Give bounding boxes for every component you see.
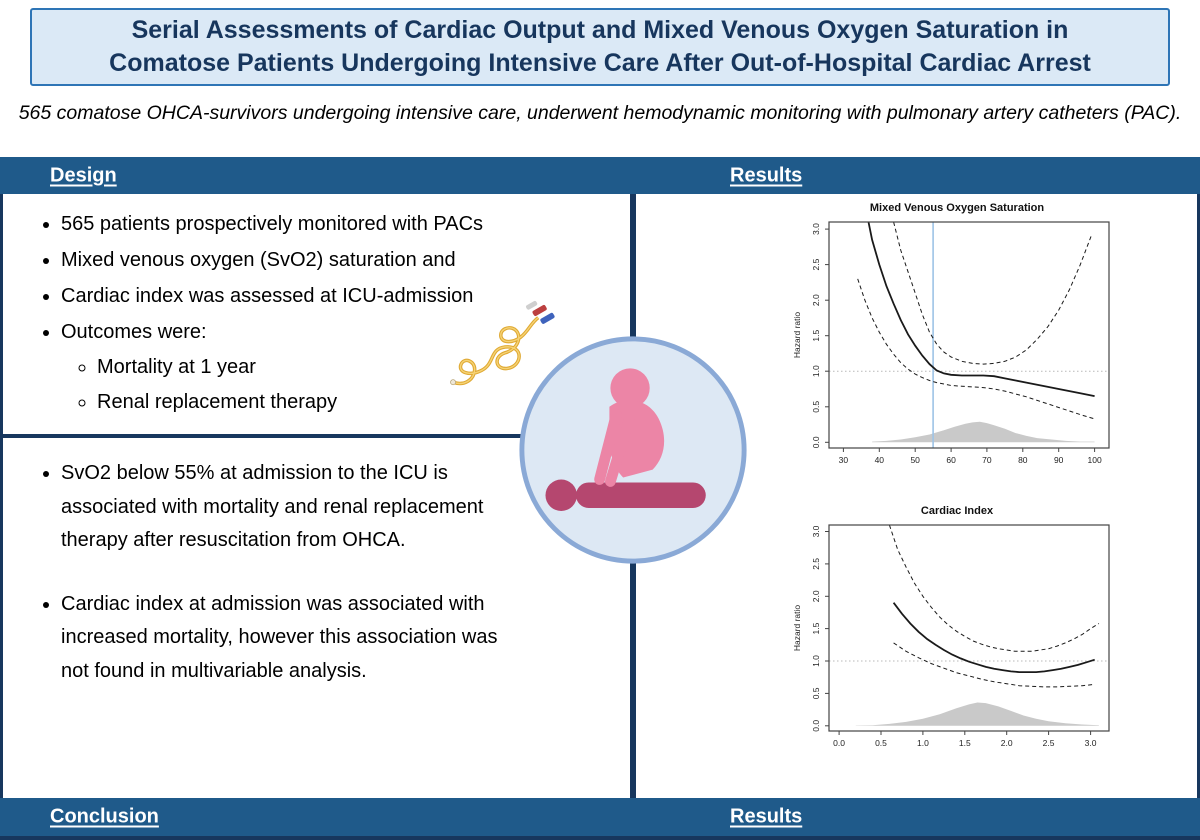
svg-text:70: 70	[982, 455, 992, 465]
svg-text:50: 50	[910, 455, 920, 465]
design-sub-bullet: ◦ Renal replacement therapy	[97, 387, 611, 418]
title-box	[30, 8, 1170, 86]
cardiac-index-chart	[791, 505, 1123, 762]
section-bar-top	[0, 157, 1200, 194]
conclusion-bullet-list	[31, 457, 503, 689]
section-bar-bottom	[0, 798, 1200, 836]
svg-text:80: 80	[1018, 455, 1028, 465]
conclusion-bullet: • Cardiac index at admission was associated with increased mortality, however this association was not found in multivariable analysis.	[61, 588, 503, 689]
conclusion-section-label: Conclusion	[50, 805, 159, 828]
results-section-label-top: Results	[730, 164, 803, 186]
content-area	[0, 194, 1200, 798]
svg-text:1.0: 1.0	[811, 365, 821, 378]
svg-text:2.5: 2.5	[811, 258, 821, 271]
frame-bottom-border	[0, 836, 1200, 840]
design-bullet-label: Outcomes were:	[61, 321, 207, 343]
results-section-label-bottom: Results	[730, 805, 803, 828]
svg-text:Hazard ratio: Hazard ratio	[792, 604, 802, 652]
svg-text:1.0: 1.0	[916, 738, 929, 748]
design-bullet: • Cardiac index was assessed at ICU-admission	[61, 281, 611, 312]
svg-text:1.0: 1.0	[811, 655, 821, 667]
svg-text:2.5: 2.5	[811, 557, 821, 570]
cpr-chest-compressions-icon	[515, 332, 751, 568]
svg-text:0.0: 0.0	[833, 738, 846, 748]
svg-text:1.5: 1.5	[811, 622, 821, 635]
svg-text:0.0: 0.0	[811, 719, 821, 732]
svg-text:60: 60	[946, 455, 956, 465]
design-section-label: Design	[50, 164, 117, 186]
svg-text:90: 90	[1053, 455, 1064, 465]
svg-text:3.0: 3.0	[811, 223, 821, 236]
svg-text:3.0: 3.0	[1084, 738, 1097, 748]
svg-text:0.5: 0.5	[811, 400, 821, 413]
svg-text:2.0: 2.0	[1000, 738, 1013, 748]
svo2-chart	[791, 202, 1123, 479]
subtitle: 565 comatose OHCA-survivors undergoing intensive care, underwent hemodynamic monitoring with pulmonary artery catheters (PAC).	[18, 102, 1182, 124]
design-sub-bullet: ◦ Mortality at 1 year	[97, 352, 611, 383]
svo2-chart-plot	[791, 216, 1123, 479]
conclusion-bullet: • SvO2 below 55% at admission to the ICU is associated with mortality and renal replacement therapy after resuscitation from OHCA.	[61, 457, 503, 558]
cardiac-index-chart-title: Cardiac Index	[920, 505, 994, 517]
svg-text:0.5: 0.5	[875, 738, 887, 748]
svg-text:40: 40	[874, 455, 885, 465]
svo2-chart-title: Mixed Venous Oxygen Saturation	[869, 202, 1045, 214]
svg-text:2.0: 2.0	[811, 294, 821, 307]
svg-text:100: 100	[1087, 455, 1102, 465]
svg-text:0.0: 0.0	[811, 436, 821, 449]
svg-text:30: 30	[838, 455, 849, 465]
conclusion-panel	[31, 452, 503, 719]
design-bullet: • Mixed venous oxygen (SvO2) saturation and	[61, 245, 611, 276]
page-title: Serial Assessments of Cardiac Output and Mixed Venous Oxygen Saturation in Comatose Patients Undergoing Intensive Care After Out-of-Hospital Cardiac Arrest	[109, 16, 1091, 77]
svg-text:0.5: 0.5	[811, 687, 821, 700]
svg-text:Hazard ratio: Hazard ratio	[792, 311, 802, 359]
cardiac-index-chart-plot	[791, 519, 1123, 762]
svg-text:1.5: 1.5	[811, 329, 821, 342]
design-bullet: • 565 patients prospectively monitored with PACs	[61, 209, 611, 240]
svg-text:2.5: 2.5	[1042, 738, 1055, 748]
svg-text:1.5: 1.5	[958, 738, 971, 748]
cpr-patient	[545, 480, 705, 511]
svg-text:3.0: 3.0	[811, 525, 821, 538]
svg-text:2.0: 2.0	[811, 590, 821, 603]
